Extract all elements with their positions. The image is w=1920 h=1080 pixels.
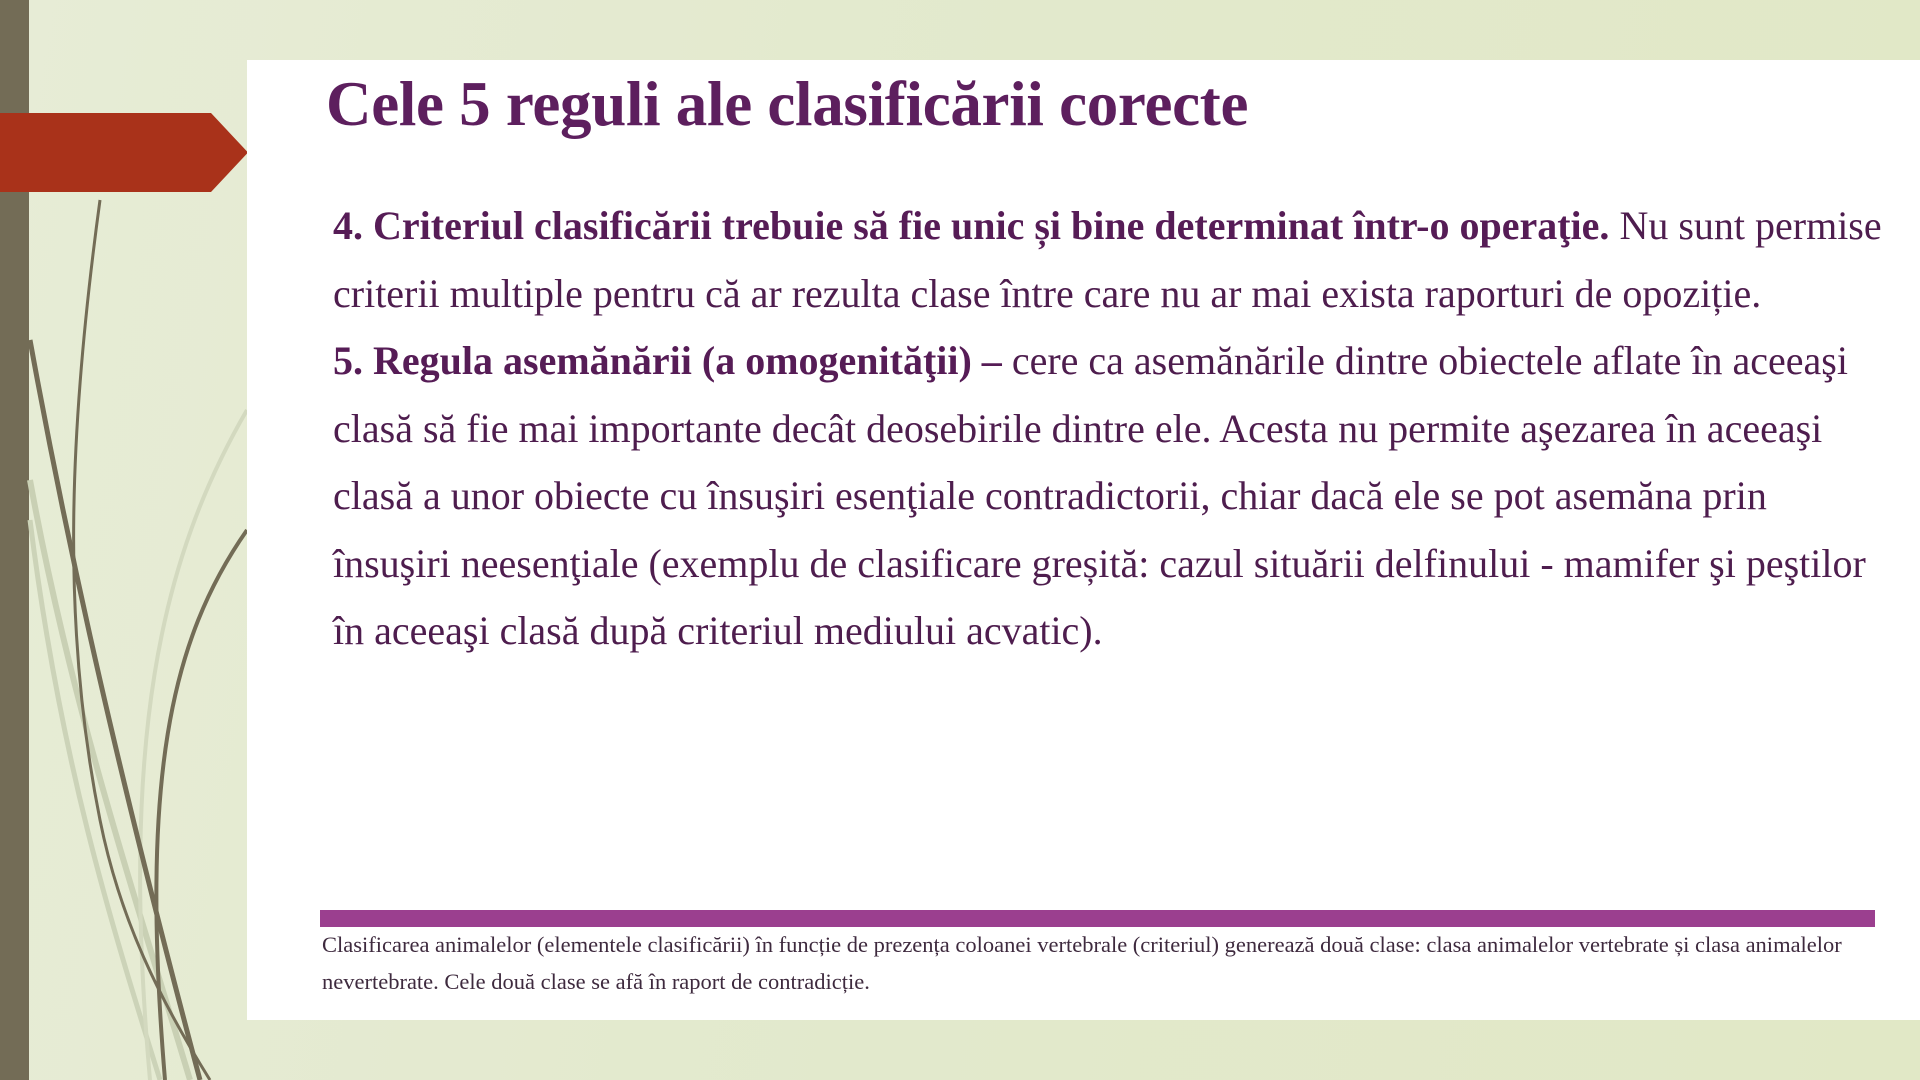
caption-text: Clasificarea animalelor (elementele clasificării) în funcție de prezența coloanei vertebrale (criteriul) generează două clase: clasa animalelor vertebrate și clasa animalelor nevertebrate. Cele două clase se afă în raport de contradicție. (322, 932, 1842, 994)
rule-4 (333, 192, 1893, 327)
divider-bar (320, 910, 1875, 927)
rule-5 (333, 327, 1893, 665)
rules-body (333, 192, 1893, 665)
rule-4-heading: 4. Criteriul clasificării trebuie să fie unic și bine determinat într-o operaţie. (333, 203, 1610, 248)
arrow-banner (0, 113, 248, 192)
rule-5-text: cere ca asemănările dintre obiectele aflate în aceeaşi clasă să fie mai importante decât deosebirile dintre ele. Acesta nu permite aşezarea în aceeaşi clasă a unor obiecte cu însuşiri esenţiale contradictorii, chiar dacă ele se pot asemăna prin însuşiri neesenţiale (exemplu de clasificare greșită: cazul situării delfinului - mamifer şi peştilor în aceeaşi clasă după criteriul mediului acvatic). (333, 338, 1866, 653)
slide-title: Cele 5 reguli ale clasificării corecte (326, 69, 1249, 139)
rule-5-heading: 5. Regula asemănării (a omogenităţii) – (333, 338, 1002, 383)
rule-4-text: Nu sunt permise criterii multiple pentru că ar rezulta clase între care nu ar mai exista raporturi de opoziție. (333, 203, 1882, 316)
